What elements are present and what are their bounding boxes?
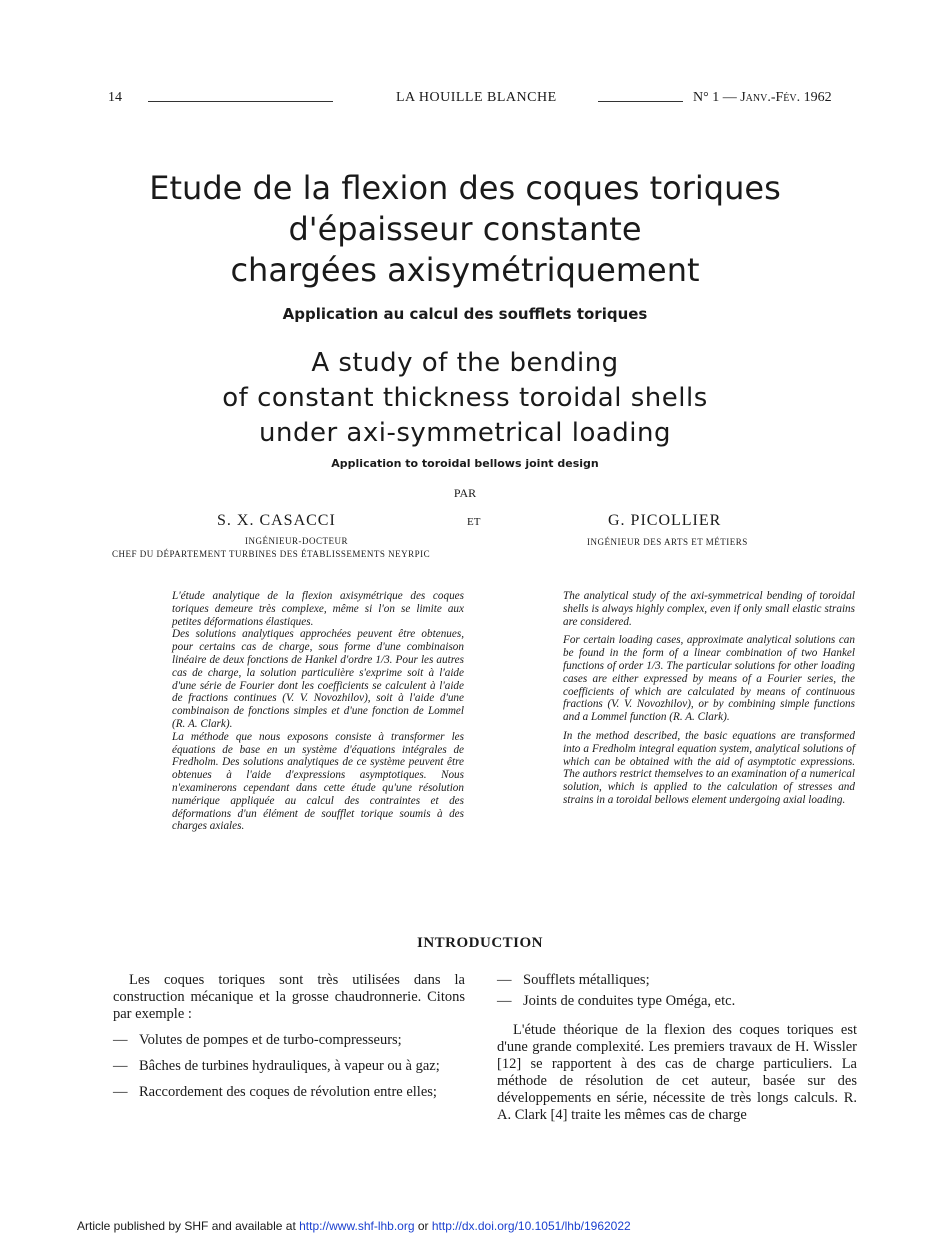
title-fr-line1: Etude de la flexion des coques toriques	[149, 169, 781, 207]
abstract-en-p2: For certain loading cases, approximate analytical solutions can be found in the form of a linear combination of two Hankel functions of order 1/3. The particular solutions for other loading cases are either expressed by means of a Fourier series, the coefficients of which are calculated by means of continuous fractions (V. V. Novozhilov), or by combining simple functions and a Lommel function (R. A. Clark).	[563, 634, 855, 724]
byline-par: PAR	[453, 486, 477, 500]
abstract-french	[172, 590, 464, 833]
footer-prefix: Article published by SHF and available at	[77, 1219, 300, 1233]
title-french	[0, 168, 930, 291]
abstract-english	[563, 590, 855, 813]
intro-left-column	[113, 972, 465, 1101]
list-item: — Soufflets métalliques;	[497, 972, 650, 988]
title-fr-line2: d'épaisseur constante	[288, 210, 642, 248]
author-picollier: G. PICOLLIER	[608, 512, 722, 529]
author2-affiliation: INGÉNIEUR DES ARTS ET MÉTIERS	[587, 537, 748, 547]
issue-info: N° 1 — Janv.-Fév. 1962	[693, 90, 832, 105]
header-rule-left	[148, 101, 333, 102]
byline-et: ET	[467, 516, 481, 528]
abstract-fr-p2: Des solutions analytiques approchées peuvent être obtenues, pour certains cas de charge, sous forme d'une combinaison linéaire de deux fonctions de Hankel d'ordre 1/3. Pour les autres cas de charge, la solution particulière s'exprime soit à l'aide d'une série de Fourier dont les coefficients se calculent à l'aide de fractions continues (V. V. Novozhilov), soit à l'aide d'une combinaison de fonctions simples et d'une fonction de Lommel (R. A. Clark).	[172, 628, 464, 730]
title-en-line3: under axi-symmetrical loading	[258, 418, 671, 448]
author1-title: INGÉNIEUR-DOCTEUR	[245, 536, 348, 546]
journal-name: LA HOUILLE BLANCHE	[396, 90, 557, 105]
subtitle-english: Application to toroidal bellows joint design	[331, 457, 599, 470]
author1-affiliation: CHEF DU DÉPARTEMENT TURBINES DES ÉTABLISSEMENTS NEYRPIC	[112, 549, 431, 559]
title-fr-line3: chargées axisymétriquement	[230, 251, 700, 289]
title-en-line1: A study of the bending	[311, 348, 619, 378]
subtitle-french: Application au calcul des soufflets toriques	[282, 305, 648, 323]
page-number: 14	[108, 90, 122, 105]
title-en-line2: of constant thickness toroidal shells	[222, 383, 708, 413]
intro-paragraph: Les coques toriques sont très utilisées dans la construction mécanique et la grosse chaudronnerie. Citons par exemple :	[113, 972, 465, 1022]
publication-footer	[77, 1219, 631, 1233]
author-casacci: S. X. CASACCI	[217, 512, 336, 529]
footer-middle: or	[414, 1219, 432, 1233]
abstract-fr-p3: La méthode que nous exposons consiste à transformer les équations de base en un système d'équations intégrales de Fredholm. Des solutions analytiques de ce système peuvent être obtenues à l'aide d'expressions asymptotiques. Nous n'examinerons cependant dans cette étude qu'une résolution numérique appliquée au calcul des contraintes et des déformations d'un élément de soufflet torique soumis à des charges axiales.	[172, 730, 464, 833]
title-english	[0, 346, 930, 451]
abstract-en-p3: In the method described, the basic equations are transformed into a Fredholm integral equation system, analytical solutions of which can be obtained with the aid of asymptotic expressions. The authors restrict themselves to an examination of a numerical solution, which is applied to the calculation of stresses and strains in a toroidal bellows element undergoing axial loading.	[563, 729, 855, 806]
intro-right-column	[497, 972, 857, 1124]
list-item: — Bâches de turbines hydrauliques, à vapeur ou à gaz;	[113, 1058, 440, 1074]
abstract-en-p1: The analytical study of the axi-symmetrical bending of toroidal shells is always highly complex, even if only small elastic strains are considered.	[563, 590, 855, 628]
intro-right-paragraph: L'étude théorique de la flexion des coques toriques est d'une grande complexité. Les premiers travaux de H. Wissler [12] se rapportent à des cas de charge particuliers. La méthode de résolution de cet auteur, basée sur des développements en série, nécessite de très longs calculs. R. A. Clark [4] traite les mêmes cas de charge	[497, 1022, 857, 1123]
doi-link[interactable]: http://dx.doi.org/10.1051/lhb/1962022	[431, 1219, 631, 1233]
shf-link[interactable]: http://www.shf-lhb.org	[299, 1219, 415, 1233]
list-item: — Joints de conduites type Oméga, etc.	[497, 993, 736, 1009]
list-item: — Raccordement des coques de révolution entre elles;	[113, 1084, 437, 1100]
header-rule-right	[598, 101, 683, 102]
running-header	[108, 90, 858, 110]
abstract-fr-p1: L'étude analytique de la flexion axisymétrique des coques toriques demeure très complexe, même si l'on se limite aux petites déformations élastiques.	[172, 590, 464, 628]
list-item: — Volutes de pompes et de turbo-compresseurs;	[113, 1032, 402, 1048]
introduction-heading: INTRODUCTION	[416, 935, 543, 951]
